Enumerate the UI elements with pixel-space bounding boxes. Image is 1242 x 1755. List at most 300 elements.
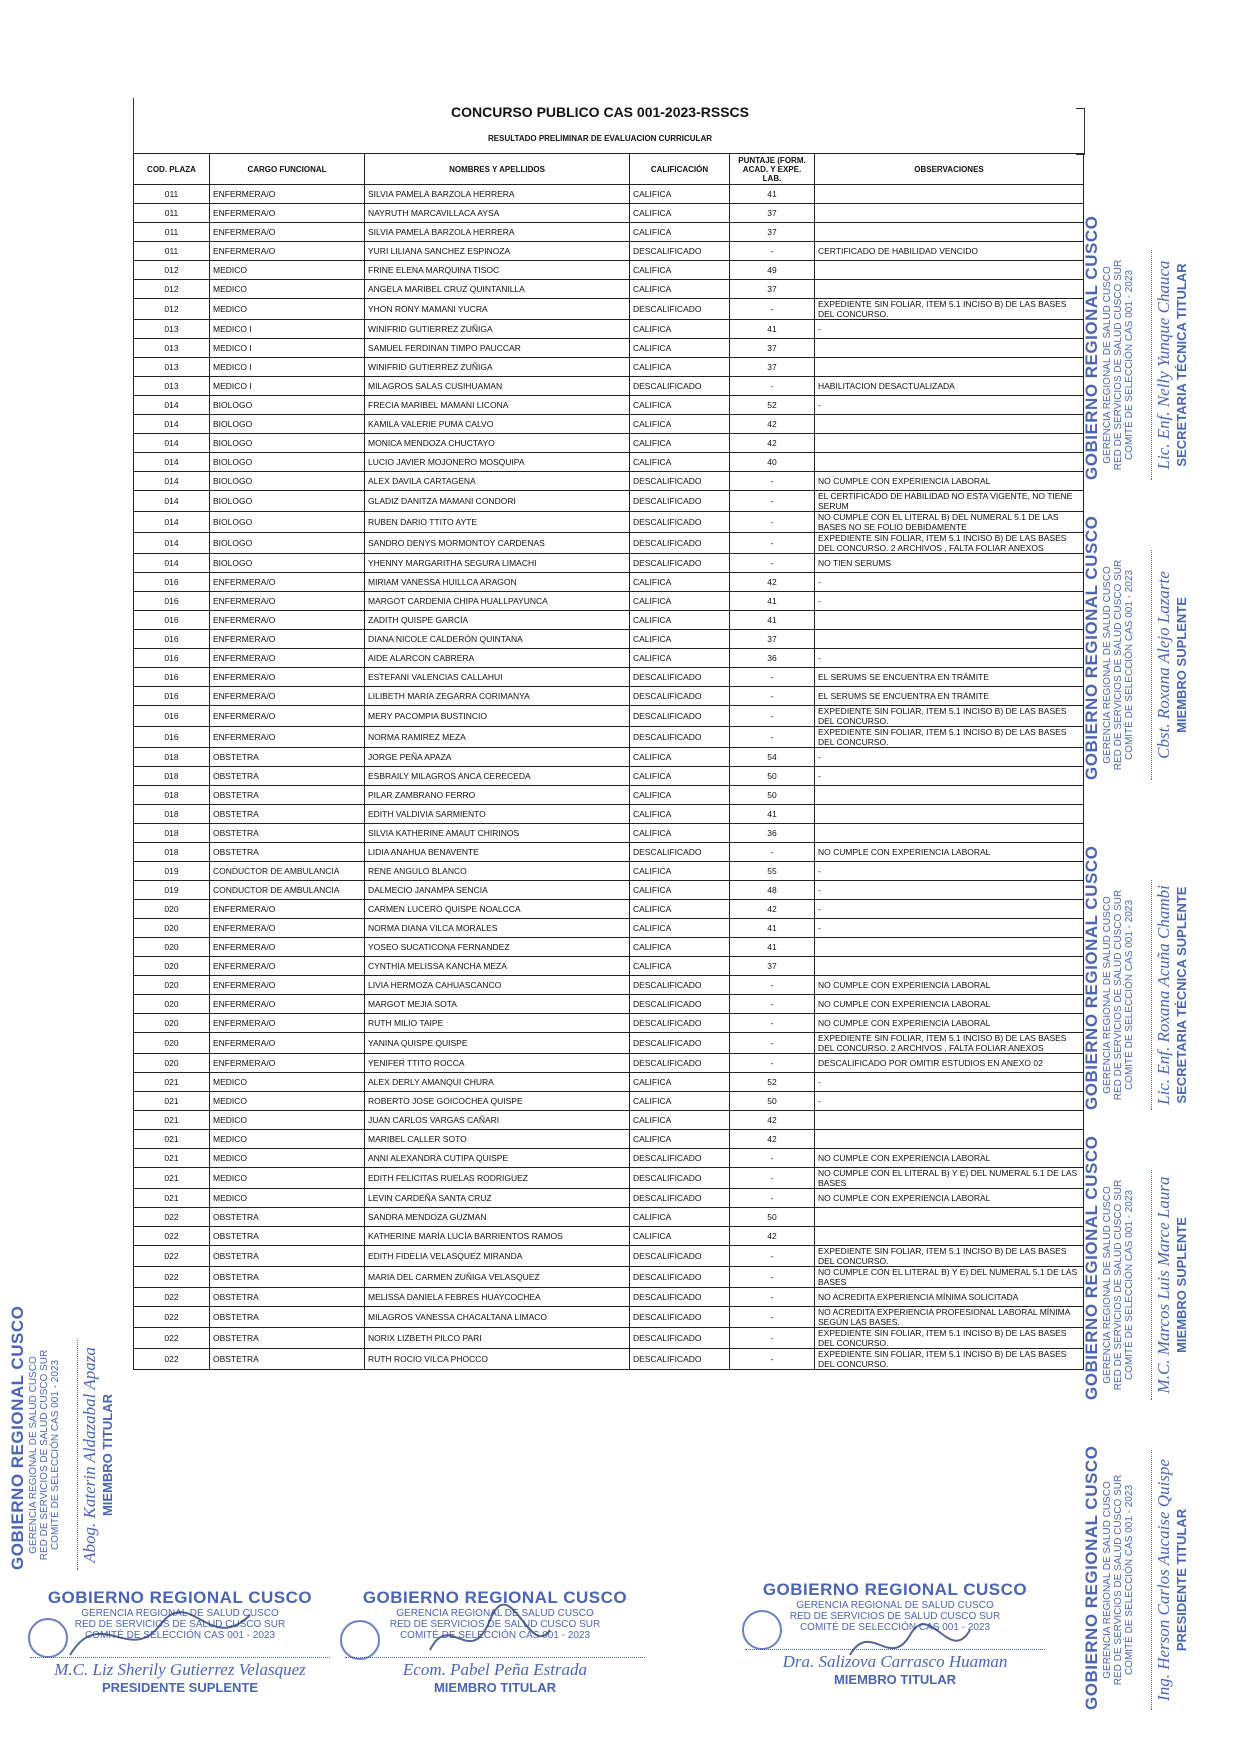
cell-puntaje: 37 — [730, 358, 815, 377]
signer-name: Ecom. Pabel Peña Estrada — [345, 1657, 645, 1680]
cell-puntaje: 41 — [730, 185, 815, 204]
cell-cod-plaza: 021 — [134, 1189, 210, 1208]
cell-calificacion: CALIFICA — [630, 1130, 730, 1149]
cell-puntaje: - — [730, 995, 815, 1014]
cell-cargo: BIOLOGO — [210, 434, 365, 453]
cell-nombre: SILVIA KATHERINE AMAUT CHIRINOS — [365, 824, 630, 843]
cell-cod-plaza: 021 — [134, 1149, 210, 1168]
cell-cod-plaza: 021 — [134, 1168, 210, 1189]
cell-puntaje: - — [730, 843, 815, 862]
cell-cod-plaza: 020 — [134, 995, 210, 1014]
cell-observaciones: NO CUMPLE CON EXPERIENCIA LABORAL — [815, 976, 1084, 995]
cell-cargo: MEDICO — [210, 1111, 365, 1130]
cell-cod-plaza: 018 — [134, 786, 210, 805]
cell-cod-plaza: 014 — [134, 512, 210, 533]
cell-observaciones — [815, 805, 1084, 824]
table-row — [134, 843, 1084, 862]
stamp-line2: RED DE SERVICIOS DE SALUD CUSCO SUR — [1113, 259, 1124, 471]
cell-calificacion: CALIFICA — [630, 204, 730, 223]
cell-calificacion: DESCALIFICADO — [630, 668, 730, 687]
table-row — [134, 1111, 1084, 1130]
cell-cod-plaza: 020 — [134, 957, 210, 976]
cell-nombre: MERY PACOMPIA BUSTINCIO — [365, 706, 630, 727]
cell-puntaje: - — [730, 1307, 815, 1328]
cell-cod-plaza: 011 — [134, 223, 210, 242]
cell-nombre: YHENNY MARGARITHA SEGURA LIMACHI — [365, 554, 630, 573]
cell-calificacion: DESCALIFICADO — [630, 472, 730, 491]
signer-name: M.C. Marcos Luis Marce Laura — [1151, 1170, 1174, 1400]
table-row — [134, 706, 1084, 727]
cell-cargo: BIOLOGO — [210, 491, 365, 512]
stamp-line2: RED DE SERVICIOS DE SALUD CUSCO SUR — [389, 1619, 601, 1630]
cell-puntaje: 37 — [730, 204, 815, 223]
cell-observaciones: EXPEDIENTE SIN FOLIAR, ITEM 5.1 INCISO B) DE LAS BASES DEL CONCURSO. — [815, 1349, 1084, 1370]
table-row — [134, 805, 1084, 824]
cell-observaciones: EXPEDIENTE SIN FOLIAR, ITEM 5.1 INCISO B) DE LAS BASES DEL CONCURSO. — [815, 727, 1084, 748]
cell-nombre: YOSEO SUCATICONA FERNANDEZ — [365, 938, 630, 957]
cell-calificacion: CALIFICA — [630, 280, 730, 299]
cell-puntaje: 37 — [730, 630, 815, 649]
cell-puntaje: - — [730, 1349, 815, 1370]
cell-cod-plaza: 016 — [134, 573, 210, 592]
cell-observaciones: NO CUMPLE CON EL LITERAL B) Y E) DEL NUMERAL 5.1 DE LAS BASES — [815, 1168, 1084, 1189]
cell-observaciones — [815, 786, 1084, 805]
table-row — [134, 472, 1084, 491]
cell-observaciones: EL SERUMS SE ENCUENTRA EN TRÁMITE — [815, 668, 1084, 687]
page-title: CONCURSO PUBLICO CAS 001-2023-RSSCS — [451, 104, 749, 120]
cell-cargo: ENFERMERA/O — [210, 204, 365, 223]
stamp-line2: RED DE SERVICIOS DE SALUD CUSCO SUR — [1113, 889, 1124, 1101]
table-row — [134, 453, 1084, 472]
stamp-line3: COMITÉ DE SELECCIÓN CAS 001 - 2023 — [1124, 1189, 1135, 1381]
cell-observaciones — [815, 223, 1084, 242]
cell-observaciones — [815, 339, 1084, 358]
cell-nombre: NORIX LIZBETH PILCO PARI — [365, 1328, 630, 1349]
cell-observaciones: EXPEDIENTE SIN FOLIAR, ITEM 5.1 INCISO B) DE LAS BASES DEL CONCURSO. — [815, 1246, 1084, 1267]
cell-calificacion: DESCALIFICADO — [630, 1267, 730, 1288]
cell-calificacion: DESCALIFICADO — [630, 1307, 730, 1328]
cell-cargo: ENFERMERA/O — [210, 976, 365, 995]
cell-nombre: CARMEN LUCERO QUISPE NOALCCA — [365, 900, 630, 919]
cell-calificacion: CALIFICA — [630, 919, 730, 938]
cell-puntaje: 41 — [730, 592, 815, 611]
cell-nombre: WINIFRID GUTIERREZ ZUÑIGA — [365, 358, 630, 377]
cell-puntaje: 55 — [730, 862, 815, 881]
table-row — [134, 824, 1084, 843]
cell-observaciones: NO CUMPLE CON EXPERIENCIA LABORAL — [815, 995, 1084, 1014]
cell-cod-plaza: 020 — [134, 1054, 210, 1073]
cell-calificacion: CALIFICA — [630, 1111, 730, 1130]
cell-cod-plaza: 020 — [134, 938, 210, 957]
header-puntaje: PUNTAJE (FORM. ACAD. Y EXPE. LAB. — [730, 154, 815, 185]
cell-puntaje: - — [730, 533, 815, 554]
table-row — [134, 786, 1084, 805]
cell-puntaje: - — [730, 687, 815, 706]
stamp-right-5 — [1082, 1445, 1189, 1710]
cell-puntaje: - — [730, 706, 815, 727]
cell-observaciones — [815, 453, 1084, 472]
cell-observaciones — [815, 611, 1084, 630]
cell-calificacion: CALIFICA — [630, 957, 730, 976]
cell-observaciones: NO ACREDITA EXPERIENCIA PROFESIONAL LABORAL MÍNIMA SEGÚN LAS BASES. — [815, 1307, 1084, 1328]
cell-puntaje: 54 — [730, 748, 815, 767]
cell-calificacion: CALIFICA — [630, 805, 730, 824]
cell-observaciones: NO CUMPLE CON EXPERIENCIA LABORAL — [815, 843, 1084, 862]
signer-role: MIEMBRO SUPLENTE — [1174, 597, 1189, 733]
stamp-line1: GERENCIA REGIONAL DE SALUD CUSCO — [1102, 1481, 1113, 1679]
signer-name: Lic. Enf. Nelly Yunque Chauca — [1151, 250, 1174, 480]
cell-cod-plaza: 011 — [134, 242, 210, 261]
cell-puntaje: 37 — [730, 223, 815, 242]
table-row — [134, 533, 1084, 554]
cell-cargo: OBSTETRA — [210, 1349, 365, 1370]
stamp-org: GOBIERNO REGIONAL CUSCO — [1082, 1135, 1101, 1400]
signer-name: Dra. Salizova Carrasco Huaman — [745, 1649, 1045, 1672]
cell-observaciones — [815, 1130, 1084, 1149]
cell-nombre: LUCIO JAVIER MOJONERO MOSQUIPA — [365, 453, 630, 472]
table-row — [134, 339, 1084, 358]
cell-nombre: YURI LILIANA SANCHEZ ESPINOZA — [365, 242, 630, 261]
cell-cod-plaza: 014 — [134, 472, 210, 491]
table-row — [134, 1168, 1084, 1189]
cell-observaciones: CERTIFICADO DE HABILIDAD VENCIDO — [815, 242, 1084, 261]
stamp-right-1 — [1082, 215, 1189, 480]
cell-cod-plaza: 022 — [134, 1267, 210, 1288]
cell-nombre: SANDRO DENYS MORMONTOY CARDENAS — [365, 533, 630, 554]
right-bracket — [1076, 108, 1085, 155]
cell-cargo: OBSTETRA — [210, 843, 365, 862]
cell-cod-plaza: 020 — [134, 900, 210, 919]
cell-nombre: ROBERTO JOSE GOICOCHEA QUISPE — [365, 1092, 630, 1111]
cell-cargo: OBSTETRA — [210, 1307, 365, 1328]
cell-puntaje: - — [730, 377, 815, 396]
cell-cargo: ENFERMERA/O — [210, 223, 365, 242]
cell-observaciones: - — [815, 881, 1084, 900]
cell-puntaje: 49 — [730, 261, 815, 280]
results-table — [133, 153, 1084, 1370]
cell-calificacion: DESCALIFICADO — [630, 1246, 730, 1267]
cell-calificacion: CALIFICA — [630, 415, 730, 434]
cell-cargo: ENFERMERA/O — [210, 938, 365, 957]
cell-calificacion: CALIFICA — [630, 862, 730, 881]
stamp-line3: COMITÉ DE SELECCIÓN CAS 001 - 2023 — [50, 1359, 61, 1551]
table-row — [134, 748, 1084, 767]
cell-calificacion: DESCALIFICADO — [630, 1288, 730, 1307]
cell-cargo: OBSTETRA — [210, 1267, 365, 1288]
left-rule — [133, 98, 134, 153]
cell-calificacion: CALIFICA — [630, 339, 730, 358]
cell-puntaje: - — [730, 299, 815, 320]
cell-cod-plaza: 022 — [134, 1328, 210, 1349]
cell-calificacion: CALIFICA — [630, 786, 730, 805]
cell-observaciones: NO ACREDITA EXPERIENCIA MÍNIMA SOLICITADA — [815, 1288, 1084, 1307]
stamp-line3: COMITÉ DE SELECCIÓN CAS 001 - 2023 — [799, 1622, 991, 1633]
cell-calificacion: DESCALIFICADO — [630, 1033, 730, 1054]
cell-calificacion: CALIFICA — [630, 824, 730, 843]
cell-nombre: SILVIA PAMELA BARZOLA HERRERA — [365, 223, 630, 242]
cell-cargo: OBSTETRA — [210, 824, 365, 843]
signer-role: PRESIDENTE TITULAR — [1174, 1508, 1189, 1652]
cell-cargo: BIOLOGO — [210, 554, 365, 573]
cell-nombre: RUBEN DARIO TTITO AYTE — [365, 512, 630, 533]
cell-cargo: MEDICO — [210, 280, 365, 299]
cell-observaciones — [815, 1227, 1084, 1246]
table-row — [134, 881, 1084, 900]
cell-calificacion: CALIFICA — [630, 1208, 730, 1227]
cell-observaciones: DESCALIFICADO POR OMITIR ESTUDIOS EN ANEXO 02 — [815, 1054, 1084, 1073]
cell-cargo: ENFERMERA/O — [210, 687, 365, 706]
cell-puntaje: - — [730, 472, 815, 491]
stamp-right-4 — [1082, 1135, 1189, 1400]
cell-cargo: BIOLOGO — [210, 453, 365, 472]
cell-cod-plaza: 012 — [134, 261, 210, 280]
cell-cod-plaza: 018 — [134, 748, 210, 767]
cell-observaciones: - — [815, 862, 1084, 881]
table-row — [134, 900, 1084, 919]
cell-cargo: MEDICO — [210, 1130, 365, 1149]
table-row — [134, 649, 1084, 668]
cell-observaciones: EXPEDIENTE SIN FOLIAR, ITEM 5.1 INCISO B) DE LAS BASES DEL CONCURSO. — [815, 706, 1084, 727]
cell-calificacion: DESCALIFICADO — [630, 706, 730, 727]
cell-calificacion: CALIFICA — [630, 358, 730, 377]
cell-observaciones — [815, 957, 1084, 976]
cell-nombre: MARIA DEL CARMEN ZUÑIGA VELASQUEZ — [365, 1267, 630, 1288]
cell-cargo: OBSTETRA — [210, 767, 365, 786]
cell-puntaje: 41 — [730, 611, 815, 630]
cell-nombre: YANINA QUISPE QUISPE — [365, 1033, 630, 1054]
table-row — [134, 299, 1084, 320]
cell-nombre: MARGOT CARDENIA CHIPA HUALLPAYUNCA — [365, 592, 630, 611]
cell-calificacion: DESCALIFICADO — [630, 976, 730, 995]
cell-observaciones — [815, 358, 1084, 377]
cell-calificacion: DESCALIFICADO — [630, 687, 730, 706]
signer-role: PRESIDENTE SUPLENTE — [101, 1680, 259, 1695]
cell-calificacion: DESCALIFICADO — [630, 512, 730, 533]
cell-calificacion: DESCALIFICADO — [630, 491, 730, 512]
cell-puntaje: - — [730, 1328, 815, 1349]
cell-nombre: LILIBETH MARIA ZEGARRA CORIMANYA — [365, 687, 630, 706]
stamp-org: GOBIERNO REGIONAL CUSCO — [362, 1588, 628, 1607]
cell-calificacion: CALIFICA — [630, 881, 730, 900]
stamp-line3: COMITÉ DE SELECCIÓN CAS 001 - 2023 — [1124, 569, 1135, 761]
table-row — [134, 1267, 1084, 1288]
cell-cargo: ENFERMERA/O — [210, 573, 365, 592]
table-row — [134, 396, 1084, 415]
table-row — [134, 592, 1084, 611]
cell-observaciones: EXPEDIENTE SIN FOLIAR, ITEM 5.1 INCISO B) DE LAS BASES DEL CONCURSO. 2 ARCHIVOS , FALTA FOLIAR ANEXOS — [815, 1033, 1084, 1054]
cell-calificacion: DESCALIFICADO — [630, 533, 730, 554]
cell-cod-plaza: 020 — [134, 1033, 210, 1054]
cell-cod-plaza: 021 — [134, 1130, 210, 1149]
cell-puntaje: - — [730, 512, 815, 533]
stamp-org: GOBIERNO REGIONAL CUSCO — [1082, 215, 1101, 480]
stamp-line2: RED DE SERVICIOS DE SALUD CUSCO SUR — [1113, 1474, 1124, 1686]
cell-cod-plaza: 019 — [134, 881, 210, 900]
cell-calificacion: CALIFICA — [630, 320, 730, 339]
table-row — [134, 1092, 1084, 1111]
cell-cod-plaza: 014 — [134, 453, 210, 472]
cell-calificacion: DESCALIFICADO — [630, 727, 730, 748]
cell-puntaje: 42 — [730, 434, 815, 453]
signer-role: SECRETARIA TÉCNICA SUPLENTE — [1174, 886, 1189, 1104]
cell-puntaje: - — [730, 976, 815, 995]
cell-nombre: SILVIA PAMELA BARZOLA HERRERA — [365, 185, 630, 204]
cell-calificacion: CALIFICA — [630, 630, 730, 649]
table-row — [134, 630, 1084, 649]
cell-puntaje: - — [730, 727, 815, 748]
stamp-line3: COMITÉ DE SELECCIÓN CAS 001 - 2023 — [1124, 1484, 1135, 1676]
cell-nombre: YHON RONY MAMANI YUCRA — [365, 299, 630, 320]
cell-nombre: ESBRAILY MILAGROS ANCA CERECEDA — [365, 767, 630, 786]
cell-calificacion: DESCALIFICADO — [630, 1054, 730, 1073]
cell-observaciones — [815, 1111, 1084, 1130]
cell-nombre: DIANA NICOLE CALDERÓN QUINTANA — [365, 630, 630, 649]
cell-observaciones: NO CUMPLE CON EXPERIENCIA LABORAL — [815, 472, 1084, 491]
cell-cod-plaza: 012 — [134, 299, 210, 320]
cell-cargo: MEDICO — [210, 1073, 365, 1092]
cell-nombre: KATHERINE MARÍA LUCÍA BARRIENTOS RAMOS — [365, 1227, 630, 1246]
stamp-line3: COMITÉ DE SELECCIÓN CAS 001 - 2023 — [399, 1630, 591, 1641]
cell-cod-plaza: 018 — [134, 767, 210, 786]
header-cod-plaza: COD. PLAZA — [134, 154, 210, 185]
cell-calificacion: DESCALIFICADO — [630, 995, 730, 1014]
cell-cod-plaza: 013 — [134, 377, 210, 396]
cell-cargo: ENFERMERA/O — [210, 957, 365, 976]
signer-role: MIEMBRO TITULAR — [833, 1672, 957, 1687]
cell-nombre: MILAGROS SALAS CUSIHUAMAN — [365, 377, 630, 396]
cell-observaciones: - — [815, 748, 1084, 767]
cell-cargo: BIOLOGO — [210, 472, 365, 491]
cell-cargo: BIOLOGO — [210, 533, 365, 554]
page-subtitle: RESULTADO PRELIMINAR DE EVALUACION CURRICULAR — [488, 134, 712, 143]
cell-calificacion: DESCALIFICADO — [630, 1349, 730, 1370]
cell-cargo: MEDICO I — [210, 339, 365, 358]
cell-nombre: ALEX DAVILA CARTAGENA — [365, 472, 630, 491]
cell-nombre: ZADITH QUISPE GARCÍA — [365, 611, 630, 630]
table-row — [134, 668, 1084, 687]
table-row — [134, 1073, 1084, 1092]
cell-cargo: OBSTETRA — [210, 786, 365, 805]
cell-nombre: MONICA MENDOZA CHUCTAYO — [365, 434, 630, 453]
cell-nombre: LEVIN CARDEÑA SANTA CRUZ — [365, 1189, 630, 1208]
cell-cargo: ENFERMERA/O — [210, 185, 365, 204]
cell-cargo: BIOLOGO — [210, 396, 365, 415]
cell-cargo: ENFERMERA/O — [210, 630, 365, 649]
signer-name: M.C. Liz Sherily Gutierrez Velasquez — [30, 1657, 330, 1680]
cell-cod-plaza: 022 — [134, 1307, 210, 1328]
table-row — [134, 280, 1084, 299]
cell-observaciones: - — [815, 573, 1084, 592]
cell-cargo: ENFERMERA/O — [210, 727, 365, 748]
cell-calificacion: CALIFICA — [630, 748, 730, 767]
signer-role: SECRETARIA TÉCNICA TITULAR — [1174, 263, 1189, 467]
cell-nombre: EDITH FIDELIA VELASQUEZ MIRANDA — [365, 1246, 630, 1267]
cell-cargo: ENFERMERA/O — [210, 900, 365, 919]
cell-calificacion: DESCALIFICADO — [630, 1168, 730, 1189]
seal-icon — [742, 1610, 782, 1650]
cell-puntaje: - — [730, 1168, 815, 1189]
cell-puntaje: - — [730, 1267, 815, 1288]
stamp-line2: RED DE SERVICIOS DE SALUD CUSCO SUR — [39, 1349, 50, 1561]
cell-cargo: ENFERMERA/O — [210, 1054, 365, 1073]
stamp-line3: COMITÉ DE SELECCIÓN CAS 001 - 2023 — [84, 1630, 276, 1641]
cell-nombre: RUTH ROCIO VILCA PHOCCO — [365, 1349, 630, 1370]
cell-cargo: MEDICO — [210, 299, 365, 320]
cell-cargo: MEDICO — [210, 1168, 365, 1189]
cell-cargo: ENFERMERA/O — [210, 995, 365, 1014]
header-calificacion: CALIFICACIÓN — [630, 154, 730, 185]
cell-nombre: MIRIAM VANESSA HUILLCA ARAGON — [365, 573, 630, 592]
cell-cod-plaza: 018 — [134, 805, 210, 824]
cell-cargo: BIOLOGO — [210, 415, 365, 434]
cell-cargo: OBSTETRA — [210, 805, 365, 824]
stamp-left — [8, 1305, 115, 1570]
cell-calificacion: CALIFICA — [630, 261, 730, 280]
cell-cargo: MEDICO I — [210, 377, 365, 396]
cell-nombre: YENIFER TTITO ROCCA — [365, 1054, 630, 1073]
cell-nombre: LIDIA ANAHUA BENAVENTE — [365, 843, 630, 862]
cell-nombre: AIDE ALARCON CABRERA — [365, 649, 630, 668]
cell-nombre: MARIBEL CALLER SOTO — [365, 1130, 630, 1149]
signer-name: Lic. Enf. Roxana Acuña Chambi — [1151, 880, 1174, 1110]
table-row — [134, 957, 1084, 976]
cell-puntaje: 42 — [730, 573, 815, 592]
cell-cod-plaza: 021 — [134, 1073, 210, 1092]
table-row — [134, 415, 1084, 434]
cell-nombre: PILAR ZAMBRANO FERRO — [365, 786, 630, 805]
cell-observaciones: NO CUMPLE CON EL LITERAL B) DEL NUMERAL 5.1 DE LAS BASES NO SE FOLIO DEBIDAMENTE — [815, 512, 1084, 533]
cell-observaciones: - — [815, 767, 1084, 786]
cell-cod-plaza: 011 — [134, 204, 210, 223]
cell-nombre: JORGE PEÑA APAZA — [365, 748, 630, 767]
cell-observaciones: - — [815, 900, 1084, 919]
cell-puntaje: 42 — [730, 900, 815, 919]
cell-observaciones: EL SERUMS SE ENCUENTRA EN TRÁMITE — [815, 687, 1084, 706]
cell-cod-plaza: 022 — [134, 1288, 210, 1307]
cell-cargo: OBSTETRA — [210, 1288, 365, 1307]
cell-cargo: OBSTETRA — [210, 1246, 365, 1267]
cell-nombre: EDITH VALDIVIA SARMIENTO — [365, 805, 630, 824]
cell-calificacion: CALIFICA — [630, 1073, 730, 1092]
stamp-line2: RED DE SERVICIOS DE SALUD CUSCO SUR — [74, 1619, 286, 1630]
table-row — [134, 938, 1084, 957]
table-row — [134, 320, 1084, 339]
cell-observaciones: NO TIEN SERUMS — [815, 554, 1084, 573]
signer-name: Ing. Herson Carlos Aucaise Quispe — [1151, 1450, 1174, 1710]
cell-puntaje: 36 — [730, 824, 815, 843]
cell-calificacion: CALIFICA — [630, 611, 730, 630]
table-row — [134, 1014, 1084, 1033]
cell-calificacion: CALIFICA — [630, 649, 730, 668]
cell-cod-plaza: 016 — [134, 668, 210, 687]
cell-observaciones: - — [815, 1092, 1084, 1111]
seal-icon — [340, 1620, 380, 1660]
cell-cod-plaza: 021 — [134, 1111, 210, 1130]
stamp-right-3 — [1082, 845, 1189, 1110]
stamp-org: GOBIERNO REGIONAL CUSCO — [1082, 515, 1101, 780]
cell-cod-plaza: 016 — [134, 630, 210, 649]
signer-name: Abog. Katerin Aldazabal Apaza — [77, 1340, 100, 1570]
stamp-right-2 — [1082, 515, 1189, 780]
cell-puntaje: 37 — [730, 280, 815, 299]
cell-calificacion: CALIFICA — [630, 1227, 730, 1246]
cell-cargo: ENFERMERA/O — [210, 611, 365, 630]
cell-cargo: OBSTETRA — [210, 1208, 365, 1227]
table-row — [134, 573, 1084, 592]
cell-observaciones — [815, 630, 1084, 649]
cell-nombre: WINIFRID GUTIERREZ ZUÑIGA — [365, 320, 630, 339]
table-row — [134, 185, 1084, 204]
